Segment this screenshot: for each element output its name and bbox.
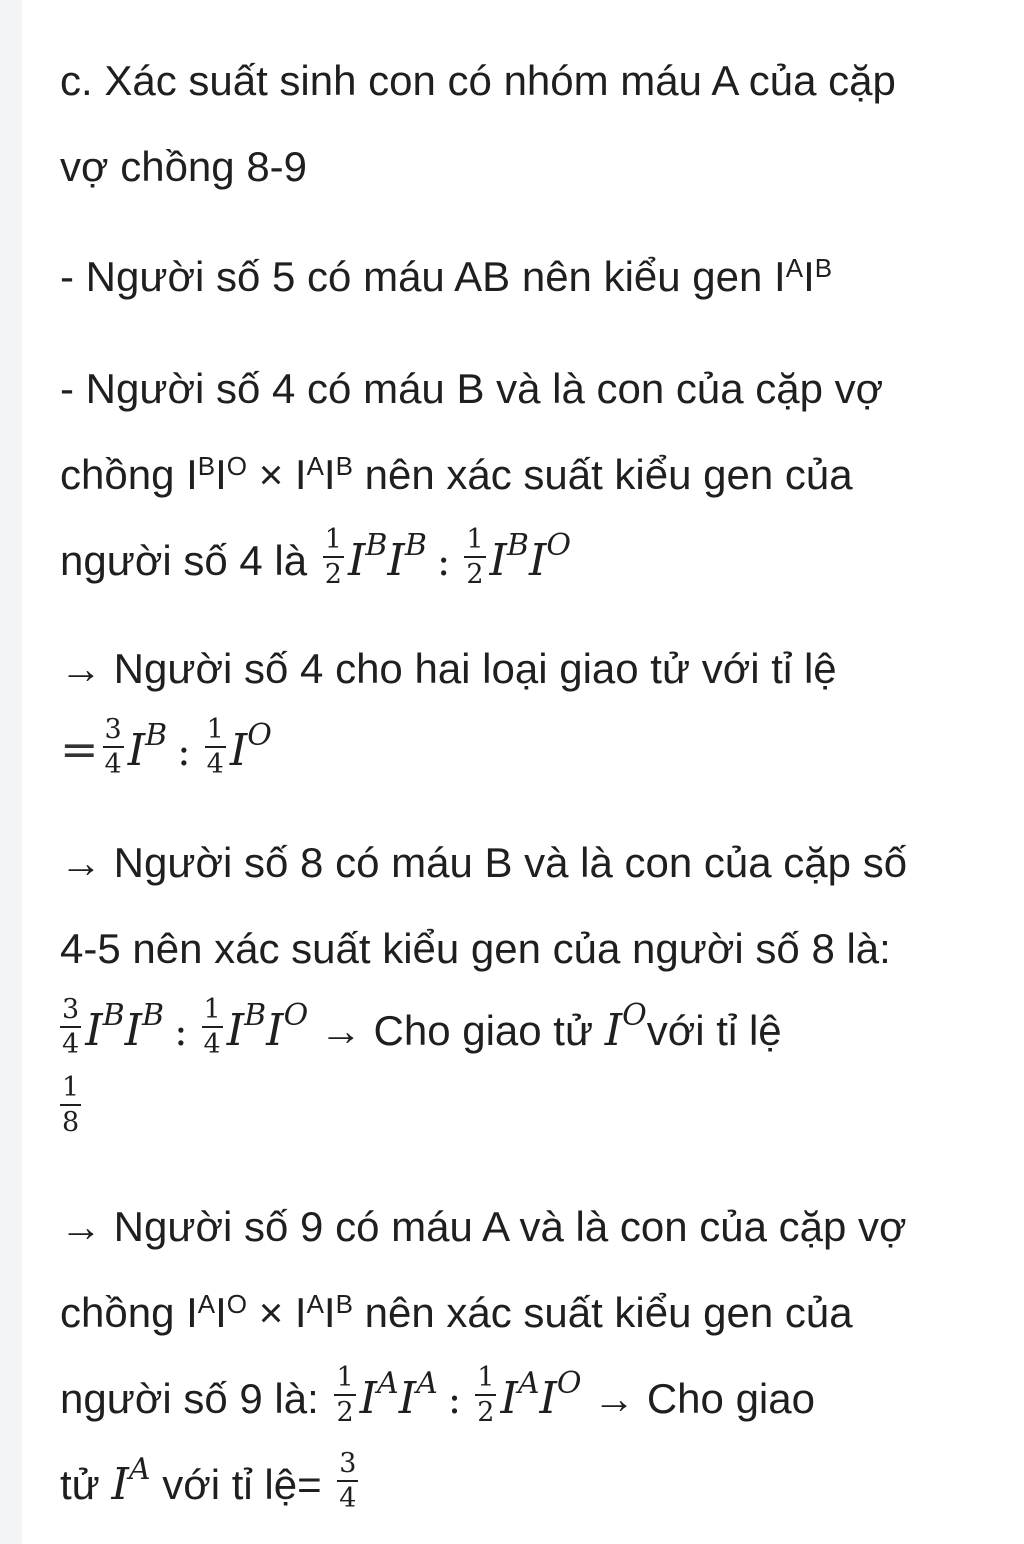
left-margin-strip (0, 0, 22, 1544)
person-8-line-1: → Người số 8 có máu B và là con của cặp số (60, 839, 908, 886)
person-4-line-2: chồng $I^BI^O \times I^AI^B$ nên xác suất kiểu gen của (60, 451, 853, 498)
person-4-gametes-paragraph (60, 626, 837, 792)
fraction: $\frac{1}{4}$ (206, 714, 224, 781)
person-9-line-4: tử $I^A$ với tỉ lệ= $\frac{3}{4}$ (60, 1448, 357, 1515)
person-8-paragraph (60, 820, 907, 1152)
fraction: $\frac{1}{2}$ (336, 1362, 354, 1429)
fraction: $\frac{1}{8}$ (62, 1072, 80, 1139)
person-5-line: - Người số 5 có máu AB nên kiểu gen $I^AI^B$ (60, 253, 833, 300)
person-9-line-1: → Người số 9 có máu A và là con của cặp vợ (60, 1203, 907, 1250)
fraction: $\frac{3}{4}$ (104, 714, 122, 781)
fraction: $\frac{1}{2}$ (324, 524, 342, 591)
person-8-line-2: 4-5 nên xác suất kiểu gen của người số 8 là: (60, 925, 891, 972)
heading-line-2: vợ chồng 8-9 (60, 143, 308, 190)
fraction: $\frac{1}{4}$ (203, 994, 221, 1061)
person-8-line-4 (60, 1066, 907, 1152)
person-4-line-1: - Người số 4 có máu B và là con của cặp vợ (60, 365, 884, 412)
person-9-line-2: chồng $I^AI^O \times I^AI^B$ nên xác suất kiểu gen của (60, 1289, 853, 1336)
gametes-line-1: → Người số 4 cho hai loại giao tử với tỉ lệ (60, 645, 837, 692)
gametes-line-2: = $\frac{3}{4}$ $I^B$ : $\frac{1}{4}$ $I^O$ (60, 714, 272, 781)
fraction: $\frac{3}{4}$ (62, 994, 80, 1061)
fraction: $\frac{3}{4}$ (339, 1448, 357, 1515)
fraction: $\frac{1}{2}$ (466, 524, 484, 591)
person-9-paragraph (60, 1184, 907, 1528)
section-c-heading (60, 38, 896, 210)
person-9-line-3: người số 9 là: $\frac{1}{2}$ $I^AI^A$ : $\frac{1}{2}$ $I^AI^O$ → Cho giao (60, 1362, 815, 1429)
person-4-paragraph (60, 346, 883, 604)
person-5-paragraph (60, 234, 832, 320)
fraction: $\frac{1}{2}$ (477, 1362, 495, 1429)
person-4-line-3: người số 4 là $\frac{1}{2}$ $I^BI^B$ : $\frac{1}{2}$ $I^BI^O$ (60, 524, 571, 591)
heading-line-1: c. Xác suất sinh con có nhóm máu A của cặp (60, 57, 896, 104)
person-8-line-3: $\frac{3}{4}$ $I^BI^B$ : $\frac{1}{4}$ $I^BI^O$ → Cho giao tử $I^Ovới$ tỉ lệ (62, 994, 782, 1061)
